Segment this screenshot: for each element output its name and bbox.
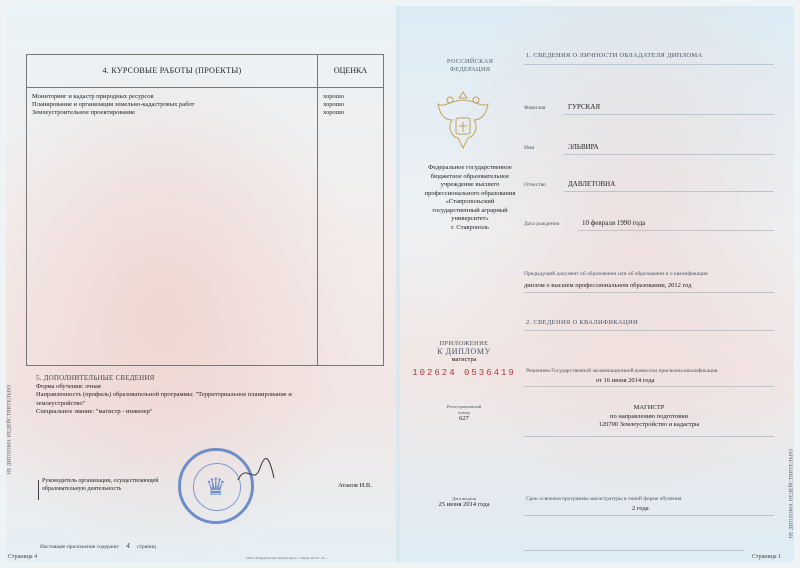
page-num: 4 [34,554,38,560]
divider [564,191,774,192]
signature-bracket [38,480,39,500]
registration-block [400,404,528,422]
decision-label: Решением Государственной экзаменационной комиссии присвоена квалификация [526,368,718,374]
study-form: Форма обучения: очная [36,382,101,390]
institution-line: учреждение высшего [440,181,500,188]
section-2-title: 2. СВЕДЕНИЯ О КВАЛИФИКАЦИИ [526,319,639,326]
divider [578,230,774,231]
pages-count-suffix: страниц [137,544,157,550]
grade-column-title: ОЦЕНКА [333,66,368,75]
page-number-right [752,554,781,560]
institution-line: государственный аграрный [432,206,508,214]
divider [524,64,774,65]
table-row [27,109,383,117]
additional-info [36,374,376,417]
reg-label-line2: номер [458,410,470,415]
column-divider [317,87,318,365]
page-label: Страница [8,554,33,560]
first-name-value: ЭЛЬВИРА [568,143,599,151]
seal-eagle-icon: ♛ [205,475,227,501]
supplement-title-line1: ПРИЛОЖЕНИЕ [439,340,489,347]
divider [564,154,774,155]
divider [564,114,774,115]
course-grade: хорошо [323,101,345,108]
signature-icon [236,458,276,488]
previous-document-value: диплом о высшем профессиональном образовании, 2012 год [524,282,692,289]
country-title-line2: ФЕДЕРАЦИЯ [449,66,491,73]
country-title [420,58,520,74]
pages-count-line [40,542,156,550]
duration-label: Срок освоения программы магистратуры в очной форме обучения [526,496,682,502]
divider [524,550,744,551]
course-works-table [26,54,384,366]
special-title: Специальное звание: "магистр - инженер" [36,408,153,415]
institution-line: «Ставропольский [445,198,495,205]
vertical-notice-left: НЕ ДИПЛОМА НЕДЕЙСТВИТЕЛЬНО [7,384,13,475]
patronymic-label: Отчество [524,182,546,188]
divider [524,330,774,331]
duration-value: 2 года [632,505,649,512]
institution-line: г. Ставрополь [451,223,489,231]
printer-footer: ООО «Юридическая Литература» г. Пермь 2014 г. № ... [246,556,329,560]
previous-document-label: Предыдущий документ об образовании или об образовании и о квалификации [524,271,708,277]
first-name-label: Имя [524,145,534,151]
degree-type: магистра [451,356,477,363]
divider [524,386,774,387]
surname-value: ГУРСКАЯ [568,103,601,111]
pages-count: 4 [126,542,130,550]
institution-line: Федеральное государственное [428,164,512,171]
issue-date: 25 июня 2014 года [438,501,490,508]
institution-name [400,164,540,232]
additional-info-title: 5. ДОПОЛНИТЕЛЬНЫЕ СВЕДЕНИЯ [36,374,155,382]
institution-line: профессионального образования [424,189,516,197]
head-of-organization-label: Руководитель организации, осуществляющей образовательную деятельность [42,478,159,492]
institution-line: бюджетное образовательное [430,172,510,180]
coat-of-arms-icon [428,86,498,156]
divider [524,436,774,437]
page-label: Страница [752,554,777,560]
decision-date: от 16 июня 2014 года [596,377,655,384]
birth-date-value: 10 февраля 1990 года [582,219,646,227]
patronymic-value: ДАВЛЕТОВНА [568,180,616,188]
page-num: 1 [778,554,782,560]
vertical-notice-right: НЕ ДИПЛОМА НЕДЕЙСТВИТЕЛЬНО [789,448,794,539]
qualification-title: МАГИСТР [633,404,665,411]
course-works-header [27,55,383,88]
qualification-line2: по направлению подготовки [609,412,689,420]
pages-count-prefix: Настоящее приложение содержит [40,544,119,550]
qualification-block [524,404,774,430]
issue-label: Дата выдачи [451,496,477,501]
institution-line: университет» [451,215,489,222]
serial-number: 102624 0536419 [412,368,516,378]
right-page [400,6,794,562]
supplement-title [414,340,514,363]
registration-number: 627 [459,415,469,422]
course-works-title: 4. КУРСОВЫЕ РАБОТЫ (ПРОЕКТЫ) [27,55,318,87]
table-row [27,101,383,109]
divider [524,292,774,293]
course-name: Мониторинг и кадастр природных ресурсов [32,93,154,100]
birth-date-label: Дата рождения [524,221,560,227]
reg-label-line1: Регистрационный [446,404,482,409]
country-title-line1: РОССИЙСКАЯ [446,58,494,65]
supplement-title-line2: К ДИПЛОМУ [437,347,491,356]
course-grade: хорошо [323,93,345,100]
program-profile-cont: землеустройство" [36,399,86,407]
course-name: Землеустроительное проектирование [32,109,136,116]
qualification-line3: 120700 Землеустройство и кадастры [598,421,700,428]
course-name: Планирование и организация земельно-кадастровых работ [32,101,195,108]
left-page [6,6,396,562]
program-profile: Направленность (профиль) образовательной программы: "Территориальное планирование и [36,391,292,398]
table-row [27,93,383,101]
course-grade: хорошо [323,109,345,116]
issue-block [400,496,528,508]
head-name: Атанов И.В. [338,482,372,489]
surname-label: Фамилия [524,105,546,111]
section-1-title: 1. СВЕДЕНИЯ О ЛИЧНОСТИ ОБЛАДАТЕЛЯ ДИПЛОМА [526,52,703,59]
page-number-left [8,554,37,560]
divider [524,515,774,516]
